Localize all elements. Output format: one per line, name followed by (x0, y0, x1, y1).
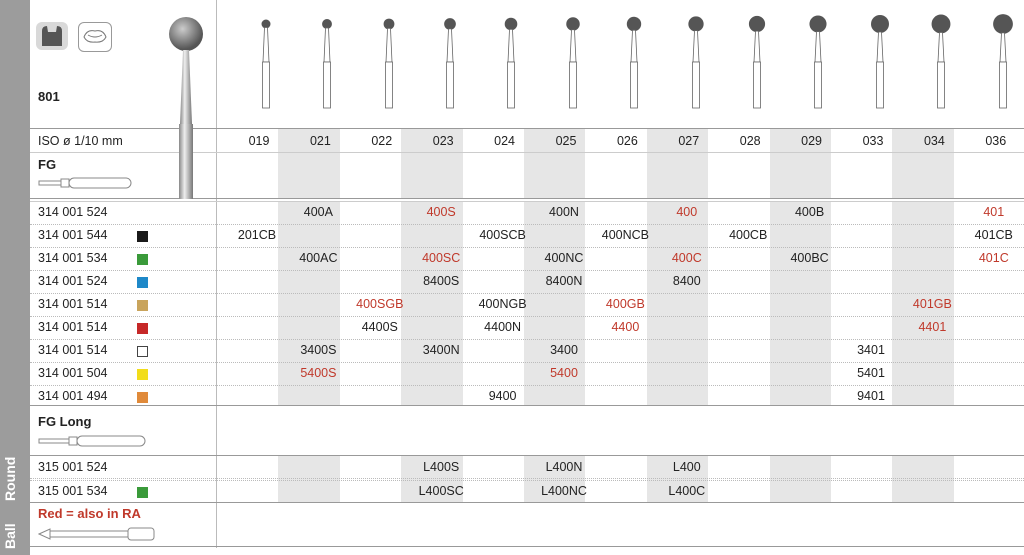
category-word-ball: Ball (2, 523, 18, 549)
catalog-number-023: 400S (426, 205, 456, 219)
catalog-number-025: L400NC (541, 484, 587, 498)
row-divider (30, 478, 1024, 479)
row-separator (30, 247, 1024, 248)
catalog-number-027: L400 (672, 460, 701, 474)
catalog-number-024: 9400 (488, 389, 517, 403)
bur-illustration-034 (929, 14, 953, 110)
iso-size-036: 036 (985, 134, 1007, 148)
catalog-number-026: 400NCB (601, 228, 650, 242)
catalog-number-023: 8400S (423, 274, 460, 288)
color-band-swatch (137, 254, 148, 265)
catalog-number-024: 400SCB (479, 228, 526, 242)
product-code: 315 001 524 (38, 460, 108, 474)
catalog-number-023: 400SC (422, 251, 461, 265)
catalog-number-021: 400AC (299, 251, 338, 265)
catalog-number-036: 401 (983, 205, 1005, 219)
tooth-icon (78, 22, 112, 52)
product-code: 314 001 534 (38, 251, 108, 265)
catalog-number-029: 400BC (790, 251, 829, 265)
bur-illustration-029 (806, 14, 830, 110)
iso-size-034: 034 (923, 134, 945, 148)
iso-size-025: 025 (555, 134, 577, 148)
color-band-swatch (137, 323, 148, 334)
column-divider (216, 0, 217, 548)
bur-illustration-026 (622, 14, 646, 110)
product-code: 314 001 514 (38, 343, 108, 357)
bur-illustration-019 (254, 14, 278, 110)
section-fg-long: FG Long (38, 414, 92, 429)
catalog-number-027: 400 (676, 205, 698, 219)
catalog-number-028: 400CB (729, 228, 768, 242)
catalog-number-025: 400N (549, 205, 579, 219)
product-code: 314 001 524 (38, 205, 108, 219)
row-separator (30, 362, 1024, 363)
bur-illustration-024 (499, 14, 523, 110)
iso-size-033: 033 (862, 134, 884, 148)
row-separator (30, 339, 1024, 340)
color-band-swatch (137, 346, 148, 357)
catalog-number-024: 400NGB (478, 297, 527, 311)
catalog-number-033: 5401 (857, 366, 885, 380)
row-separator (30, 270, 1024, 271)
color-band-swatch (137, 392, 148, 403)
catalog-number-022: 400SGB (356, 297, 404, 311)
iso-size-026: 026 (616, 134, 638, 148)
catalog-number-023: L400S (423, 460, 460, 474)
catalog-number-029: 400B (794, 205, 825, 219)
row-divider (30, 455, 1024, 456)
catalog-number-027: 400C (671, 251, 702, 265)
product-code: 314 001 544 (38, 228, 108, 242)
row-separator (30, 224, 1024, 225)
iso-size-028: 028 (739, 134, 761, 148)
catalog-number-021: 5400S (300, 366, 337, 380)
catalog-number-025: 8400N (545, 274, 583, 288)
iso-size-023: 023 (432, 134, 454, 148)
shaded-column (770, 456, 831, 502)
iso-size-021: 021 (309, 134, 331, 148)
iso-size-019: 019 (248, 134, 270, 148)
shaded-column (401, 201, 462, 405)
catalog-number-025: 400NC (544, 251, 584, 265)
iso-size-027: 027 (678, 134, 700, 148)
color-band-swatch (137, 369, 148, 380)
row-separator (30, 293, 1024, 294)
product-code: 314 001 524 (38, 274, 108, 288)
shaded-column (647, 201, 708, 405)
shaded-column (770, 201, 831, 405)
section-fg: FG (38, 157, 57, 172)
bur-illustration-021 (315, 14, 339, 110)
catalog-number-026: 400GB (605, 297, 645, 311)
catalog-number-034: 401GB (912, 297, 952, 311)
catalog-number-026: 4400 (611, 320, 640, 334)
legend-red: Red = also in RA (38, 506, 141, 521)
color-band-swatch (137, 300, 148, 311)
bur-illustration-022 (377, 14, 401, 110)
catalog-number-025: 3400 (550, 343, 578, 357)
row-divider (30, 546, 1024, 547)
catalog-number-033: 3401 (857, 343, 885, 357)
bur-illustration-036 (991, 14, 1015, 110)
catalog-number-025: 5400 (550, 366, 578, 380)
product-number: 801 (38, 89, 60, 104)
iso-size-024: 024 (494, 134, 516, 148)
fg-long-shank-icon (38, 434, 148, 448)
category-sidebar (0, 0, 30, 555)
catalog-number-021: 3400S (300, 343, 337, 357)
product-code: 314 001 514 (38, 297, 108, 311)
catalog-number-036: 401C (978, 251, 1009, 265)
color-band-swatch (137, 231, 148, 242)
iso-label: ISO ø 1/10 mm (38, 134, 123, 148)
shaded-column (892, 456, 953, 502)
color-band-swatch (137, 277, 148, 288)
product-code: 314 001 504 (38, 366, 108, 380)
catalog-number-033: 9401 (857, 389, 885, 403)
row-divider (30, 405, 1024, 406)
catalog-number-023: 3400N (422, 343, 460, 357)
catalog-number-034: 4401 (918, 320, 947, 334)
catalog-number-027: 8400 (672, 274, 701, 288)
catalog-number-019: 201CB (237, 228, 277, 242)
catalog-number-024: 4400N (484, 320, 522, 334)
bur-illustration-023 (438, 14, 462, 110)
large-bur-illustration (165, 14, 209, 199)
row-separator (30, 316, 1024, 317)
product-code: 315 001 534 (38, 484, 108, 498)
product-code: 314 001 494 (38, 389, 108, 403)
bur-illustration-025 (561, 14, 585, 110)
bur-illustration-028 (745, 14, 769, 110)
ra-shank-icon (38, 526, 158, 542)
category-label (2, 419, 28, 549)
bur-illustration-033 (868, 14, 892, 110)
color-band-swatch (137, 487, 148, 498)
iso-size-022: 022 (371, 134, 393, 148)
product-code: 314 001 514 (38, 320, 108, 334)
row-divider (30, 201, 1024, 202)
catalog-number-027: L400C (668, 484, 706, 498)
catalog-number-025: L400N (545, 460, 583, 474)
shaded-column (278, 456, 339, 502)
catalog-number-036: 401CB (974, 228, 1013, 242)
row-separator (30, 480, 1024, 481)
catalog-number-022: 4400S (361, 320, 398, 334)
row-divider (30, 502, 1024, 503)
shank-icon (36, 22, 68, 50)
bur-illustration-027 (684, 14, 708, 110)
catalog-number-023: L400SC (418, 484, 464, 498)
iso-size-029: 029 (801, 134, 823, 148)
category-word-round: Round (2, 456, 18, 502)
row-separator (30, 385, 1024, 386)
fg-shank-icon (38, 176, 134, 190)
catalog-number-021: 400A (303, 205, 333, 219)
